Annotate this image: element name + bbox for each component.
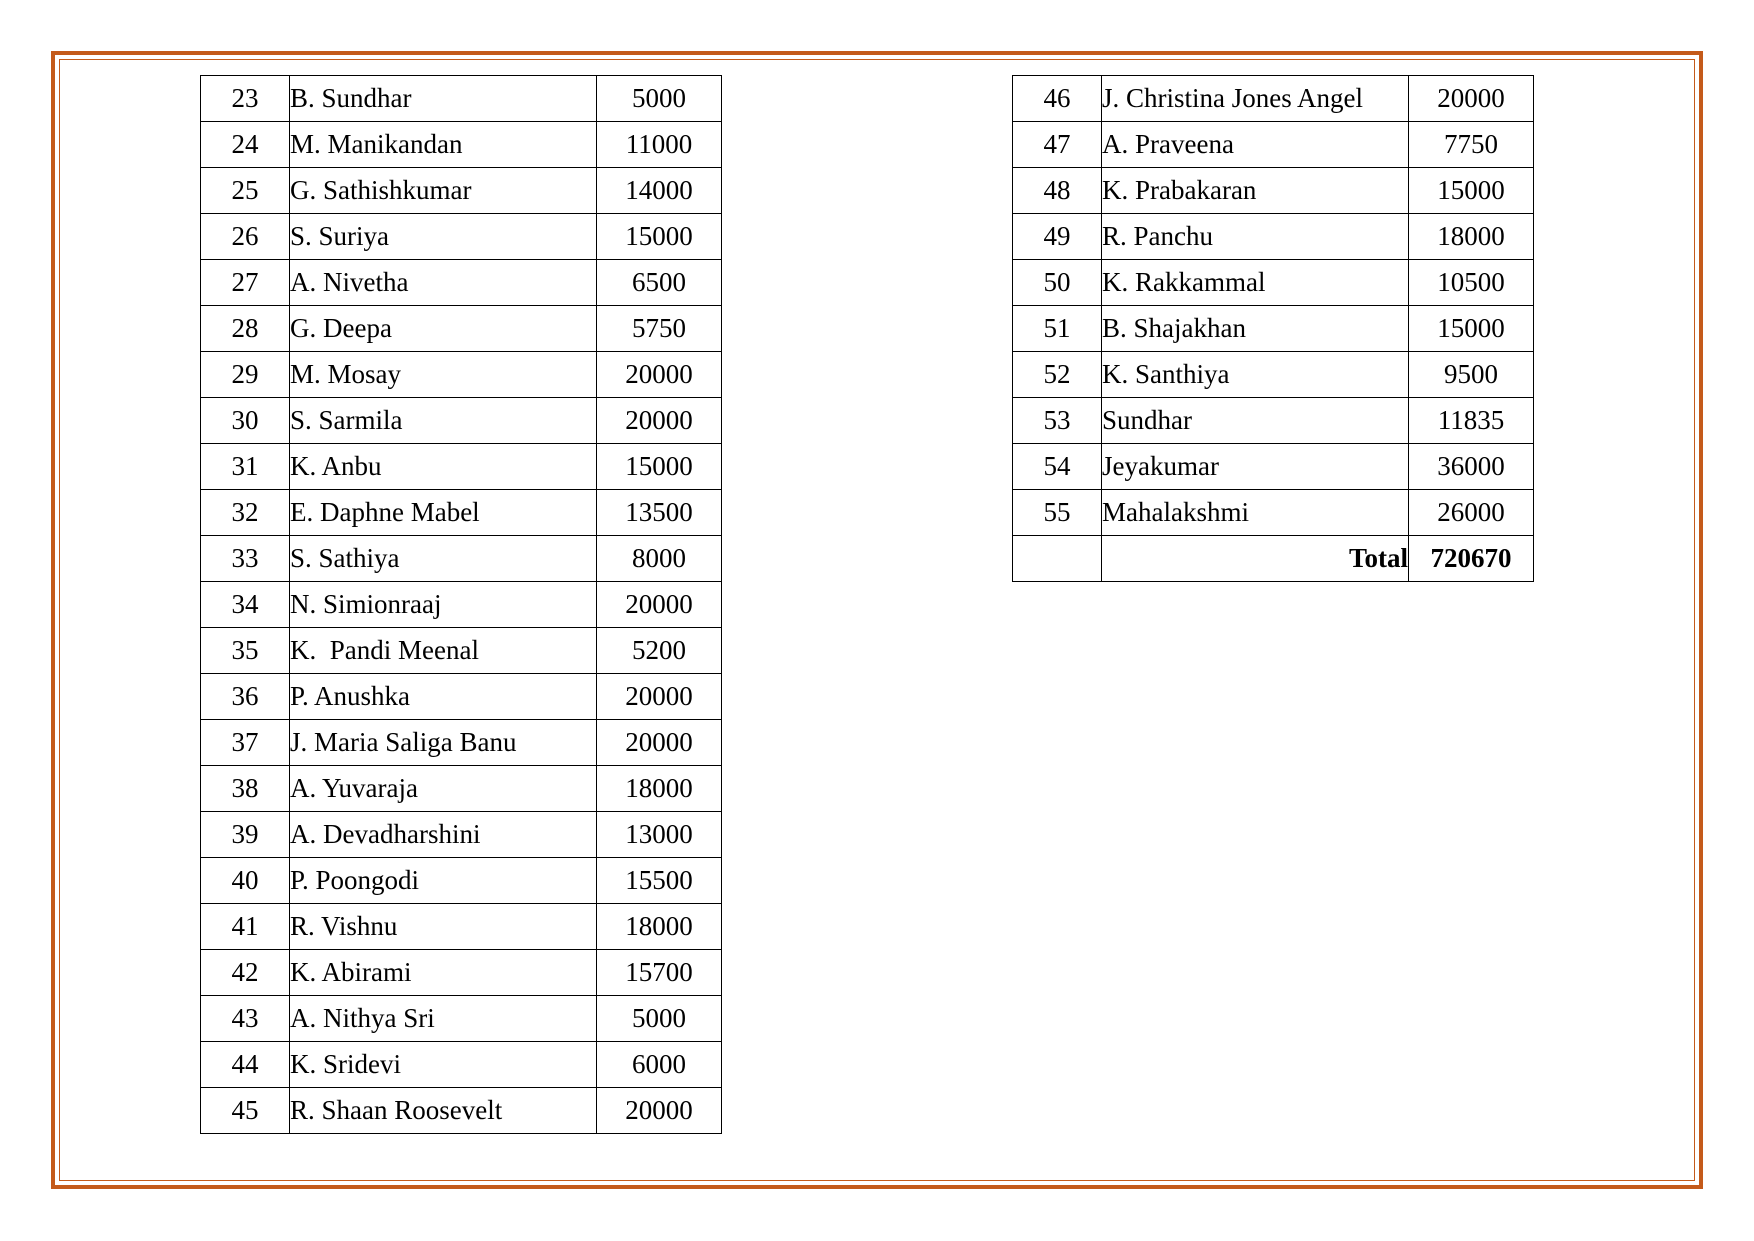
name-cell: Mahalakshmi <box>1102 490 1409 536</box>
amount-cell: 6000 <box>597 1042 722 1088</box>
amount-cell: 20000 <box>597 674 722 720</box>
name-cell: P. Poongodi <box>290 858 597 904</box>
table-row <box>1013 214 1534 260</box>
amount-cell: 20000 <box>1409 76 1534 122</box>
amount-cell: 15000 <box>1409 306 1534 352</box>
serial-number-cell: 36 <box>201 674 290 720</box>
name-cell: A. Devadharshini <box>290 812 597 858</box>
serial-number-cell: 44 <box>201 1042 290 1088</box>
serial-number-cell: 23 <box>201 76 290 122</box>
table-row <box>201 214 722 260</box>
table-row <box>201 720 722 766</box>
serial-number-cell: 49 <box>1013 214 1102 260</box>
name-cell: Jeyakumar <box>1102 444 1409 490</box>
amount-cell: 20000 <box>597 352 722 398</box>
table-row <box>1013 490 1534 536</box>
amount-cell: 5000 <box>597 76 722 122</box>
total-amount: 720670 <box>1409 536 1534 582</box>
right-ledger-table <box>1012 75 1534 582</box>
total-label: Total <box>1102 536 1409 582</box>
serial-number-cell: 42 <box>201 950 290 996</box>
table-row <box>201 352 722 398</box>
table-row <box>201 950 722 996</box>
serial-number-cell: 50 <box>1013 260 1102 306</box>
name-cell: A. Nithya Sri <box>290 996 597 1042</box>
amount-cell: 15000 <box>597 214 722 260</box>
serial-number-cell: 33 <box>201 536 290 582</box>
name-cell: A. Praveena <box>1102 122 1409 168</box>
table-row <box>1013 352 1534 398</box>
amount-cell: 18000 <box>1409 214 1534 260</box>
name-cell: R. Shaan Roosevelt <box>290 1088 597 1134</box>
amount-cell: 8000 <box>597 536 722 582</box>
name-cell: A. Nivetha <box>290 260 597 306</box>
table-row <box>201 812 722 858</box>
name-cell: E. Daphne Mabel <box>290 490 597 536</box>
serial-number-cell: 45 <box>201 1088 290 1134</box>
serial-number-cell: 34 <box>201 582 290 628</box>
serial-number-cell: 46 <box>1013 76 1102 122</box>
name-cell: G. Sathishkumar <box>290 168 597 214</box>
serial-number-cell: 29 <box>201 352 290 398</box>
amount-cell: 10500 <box>1409 260 1534 306</box>
table-row <box>201 168 722 214</box>
table-row <box>201 628 722 674</box>
table-row <box>201 398 722 444</box>
amount-cell: 11835 <box>1409 398 1534 444</box>
amount-cell: 13500 <box>597 490 722 536</box>
serial-number-cell: 40 <box>201 858 290 904</box>
serial-number-cell: 28 <box>201 306 290 352</box>
name-cell: R. Vishnu <box>290 904 597 950</box>
serial-number-cell: 39 <box>201 812 290 858</box>
table-row <box>1013 444 1534 490</box>
name-cell: M. Mosay <box>290 352 597 398</box>
serial-number-cell: 53 <box>1013 398 1102 444</box>
amount-cell: 36000 <box>1409 444 1534 490</box>
table-row <box>201 260 722 306</box>
name-cell: K. Rakkammal <box>1102 260 1409 306</box>
table-row <box>201 490 722 536</box>
serial-number-cell: 25 <box>201 168 290 214</box>
table-row <box>201 766 722 812</box>
name-cell: S. Suriya <box>290 214 597 260</box>
name-cell: M. Manikandan <box>290 122 597 168</box>
table-row <box>201 904 722 950</box>
serial-number-cell: 55 <box>1013 490 1102 536</box>
serial-number-cell: 27 <box>201 260 290 306</box>
serial-number-cell: 47 <box>1013 122 1102 168</box>
name-cell: J. Christina Jones Angel <box>1102 76 1409 122</box>
right-ledger-body <box>1013 76 1534 536</box>
table-row <box>201 306 722 352</box>
amount-cell: 11000 <box>597 122 722 168</box>
left-ledger-table <box>200 75 722 1134</box>
amount-cell: 14000 <box>597 168 722 214</box>
table-row <box>1013 306 1534 352</box>
table-row <box>1013 122 1534 168</box>
serial-number-cell: 51 <box>1013 306 1102 352</box>
amount-cell: 15700 <box>597 950 722 996</box>
name-cell: B. Sundhar <box>290 76 597 122</box>
table-row <box>1013 168 1534 214</box>
serial-number-cell: 41 <box>201 904 290 950</box>
amount-cell: 20000 <box>597 1088 722 1134</box>
table-row <box>201 582 722 628</box>
left-ledger-body <box>201 76 722 1134</box>
name-cell: K. Abirami <box>290 950 597 996</box>
table-row <box>201 1042 722 1088</box>
table-row <box>1013 398 1534 444</box>
amount-cell: 5200 <box>597 628 722 674</box>
amount-cell: 15500 <box>597 858 722 904</box>
name-cell: N. Simionraaj <box>290 582 597 628</box>
table-row <box>201 536 722 582</box>
serial-number-cell: 52 <box>1013 352 1102 398</box>
name-cell: K. Pandi Meenal <box>290 628 597 674</box>
serial-number-cell: 24 <box>201 122 290 168</box>
amount-cell: 15000 <box>1409 168 1534 214</box>
name-cell: K. Prabakaran <box>1102 168 1409 214</box>
name-cell: K. Santhiya <box>1102 352 1409 398</box>
serial-number-cell: 26 <box>201 214 290 260</box>
amount-cell: 15000 <box>597 444 722 490</box>
amount-cell: 20000 <box>597 582 722 628</box>
name-cell: J. Maria Saliga Banu <box>290 720 597 766</box>
total-row-blank-cell <box>1013 536 1102 582</box>
serial-number-cell: 54 <box>1013 444 1102 490</box>
total-row <box>1013 536 1534 582</box>
name-cell: B. Shajakhan <box>1102 306 1409 352</box>
name-cell: A. Yuvaraja <box>290 766 597 812</box>
name-cell: S. Sathiya <box>290 536 597 582</box>
amount-cell: 9500 <box>1409 352 1534 398</box>
serial-number-cell: 37 <box>201 720 290 766</box>
table-row <box>201 444 722 490</box>
amount-cell: 5750 <box>597 306 722 352</box>
table-row <box>1013 76 1534 122</box>
serial-number-cell: 31 <box>201 444 290 490</box>
amount-cell: 6500 <box>597 260 722 306</box>
serial-number-cell: 43 <box>201 996 290 1042</box>
serial-number-cell: 35 <box>201 628 290 674</box>
amount-cell: 18000 <box>597 766 722 812</box>
table-row <box>201 122 722 168</box>
table-row <box>201 1088 722 1134</box>
name-cell: K. Sridevi <box>290 1042 597 1088</box>
name-cell: K. Anbu <box>290 444 597 490</box>
serial-number-cell: 38 <box>201 766 290 812</box>
serial-number-cell: 30 <box>201 398 290 444</box>
amount-cell: 13000 <box>597 812 722 858</box>
table-row <box>201 674 722 720</box>
serial-number-cell: 32 <box>201 490 290 536</box>
table-row <box>201 76 722 122</box>
amount-cell: 18000 <box>597 904 722 950</box>
serial-number-cell: 48 <box>1013 168 1102 214</box>
table-row <box>201 996 722 1042</box>
name-cell: P. Anushka <box>290 674 597 720</box>
table-row <box>1013 260 1534 306</box>
amount-cell: 5000 <box>597 996 722 1042</box>
amount-cell: 26000 <box>1409 490 1534 536</box>
amount-cell: 20000 <box>597 398 722 444</box>
table-row <box>201 858 722 904</box>
name-cell: R. Panchu <box>1102 214 1409 260</box>
name-cell: Sundhar <box>1102 398 1409 444</box>
name-cell: G. Deepa <box>290 306 597 352</box>
name-cell: S. Sarmila <box>290 398 597 444</box>
amount-cell: 20000 <box>597 720 722 766</box>
amount-cell: 7750 <box>1409 122 1534 168</box>
